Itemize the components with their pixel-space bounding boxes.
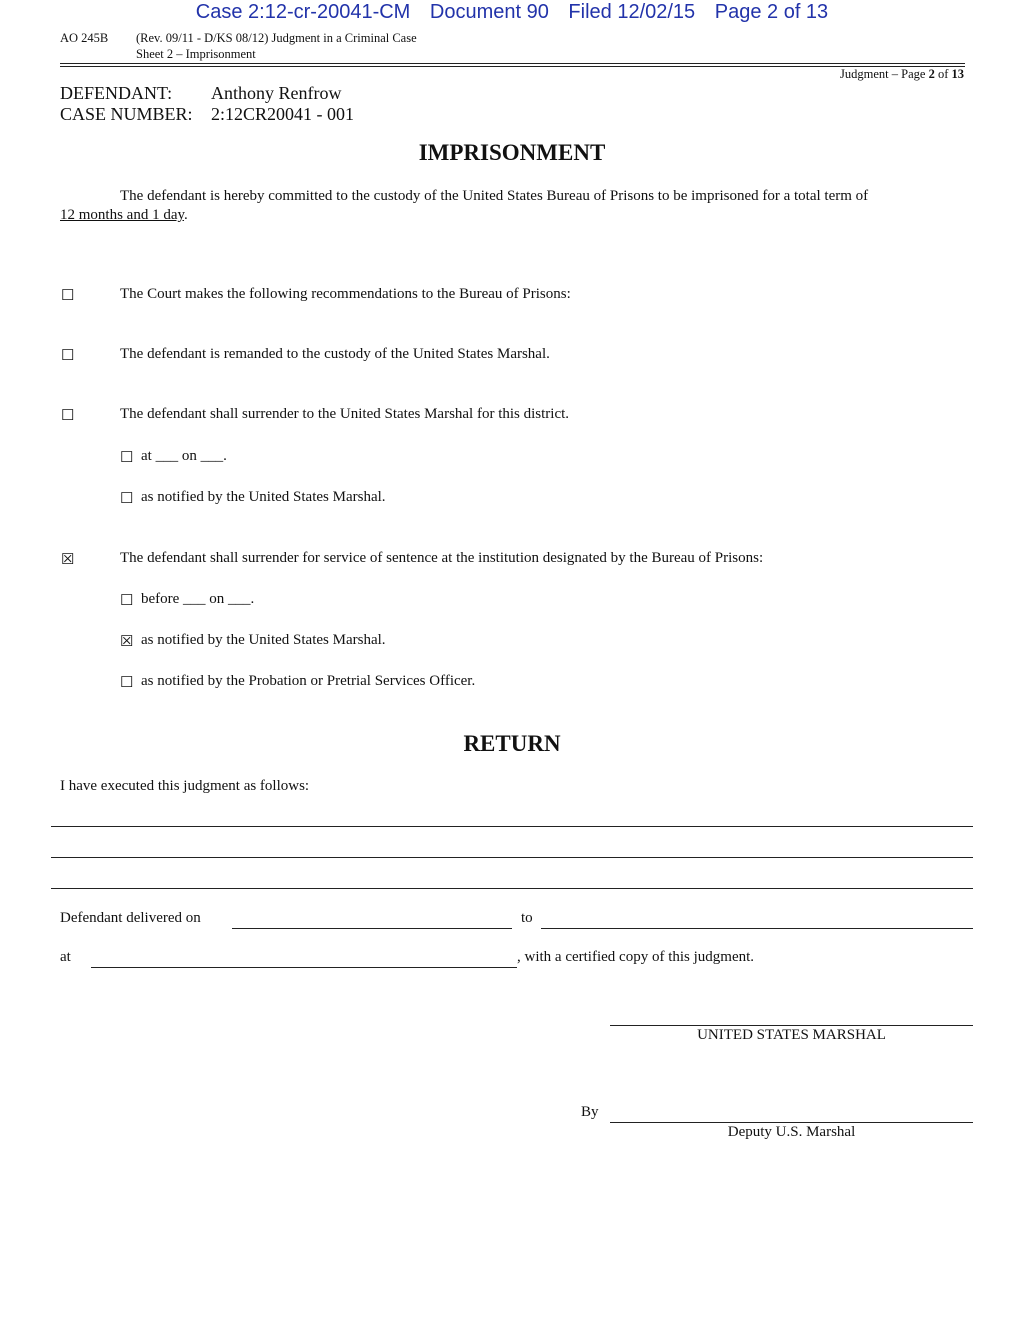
delivered-on-label: Defendant delivered on	[60, 910, 201, 926]
checkbox-recommendations[interactable]: ☐	[61, 288, 75, 304]
imprisonment-heading: IMPRISONMENT	[418, 140, 606, 165]
judgment-page-prefix: Judgment – Page	[840, 67, 926, 81]
return-heading: RETURN	[463, 731, 561, 756]
form-revision: (Rev. 09/11 - D/KS 08/12) Judgment in a Criminal Case	[136, 31, 417, 45]
imprisonment-term-line	[60, 207, 188, 224]
header-rule-bottom	[60, 66, 965, 67]
surrender-at-text: at ___ on ___.	[141, 448, 227, 464]
surrender-institution-text: The defendant shall surrender for service of sentence at the institution designated by the Bureau of Prisons:	[120, 550, 764, 566]
surrender-marshal-text: The defendant shall surrender to the United States Marshal for this district.	[120, 406, 570, 422]
notified-probation-text: as notified by the Probation or Pretrial Services Officer.	[141, 673, 476, 689]
filing-document: Document 90	[429, 1, 549, 23]
defendant-name: Anthony Renfrow	[211, 83, 342, 103]
header-rule-top	[60, 63, 965, 64]
execution-line-2[interactable]	[51, 857, 973, 858]
form-sheet: Sheet 2 – Imprisonment	[136, 47, 256, 61]
remanded-text: The defendant is remanded to the custody of the United States Marshal.	[120, 346, 550, 362]
imprisonment-term-suffix: .	[184, 207, 188, 223]
filing-date: Filed 12/02/15	[568, 1, 696, 23]
judgment-page	[840, 67, 964, 82]
judgment-page-total: 13	[951, 67, 964, 81]
case-number-label: CASE NUMBER:	[60, 104, 193, 124]
before-text: before ___ on ___.	[141, 591, 255, 607]
recommendations-text: The Court makes the following recommendations to the Bureau of Prisons:	[120, 286, 571, 302]
checkbox-surrender-institution[interactable]: ☒	[61, 552, 75, 568]
checkbox-surrender-notified[interactable]: ☐	[120, 491, 134, 507]
certified-copy-text: , with a certified copy of this judgment.	[517, 949, 755, 965]
filing-case: Case 2:12-cr-20041-CM	[195, 1, 411, 23]
checkbox-surrender-marshal[interactable]: ☐	[61, 408, 75, 424]
at-line[interactable]	[91, 967, 517, 968]
deputy-signature-line[interactable]	[610, 1122, 973, 1123]
judgment-page-num: 2	[928, 67, 935, 81]
execution-line-1[interactable]	[51, 826, 973, 827]
form-id: AO 245B	[60, 31, 109, 45]
checkbox-notified-marshal[interactable]: ☒	[120, 634, 134, 650]
filing-stamp	[0, 1, 1024, 24]
executed-text: I have executed this judgment as follows:	[60, 778, 310, 794]
judgment-page-of: of	[937, 67, 949, 81]
marshal-signature-line[interactable]	[610, 1025, 973, 1026]
checkbox-remanded[interactable]: ☐	[61, 348, 75, 364]
delivered-to-line[interactable]	[541, 928, 973, 929]
notified-marshal-text: as notified by the United States Marshal.	[141, 632, 386, 648]
surrender-notified-text: as notified by the United States Marshal.	[141, 489, 386, 505]
case-number: 2:12CR20041 - 001	[211, 104, 355, 124]
marshal-label: UNITED STATES MARSHAL	[697, 1027, 886, 1043]
imprisonment-text: The defendant is hereby committed to the custody of the United States Bureau of Prisons to be imprisoned for a total term of	[120, 188, 869, 204]
at-label: at	[60, 949, 71, 965]
imprisonment-term: 12 months and 1 day	[60, 207, 185, 223]
defendant-label: DEFENDANT:	[60, 83, 173, 103]
execution-line-3[interactable]	[51, 888, 973, 889]
delivered-to-label: to	[521, 910, 533, 926]
filing-page: Page 2 of 13	[714, 1, 829, 23]
checkbox-before[interactable]: ☐	[120, 593, 134, 609]
checkbox-surrender-at[interactable]: ☐	[120, 450, 134, 466]
deputy-label: Deputy U.S. Marshal	[727, 1124, 856, 1140]
by-label: By	[581, 1104, 599, 1120]
checkbox-notified-probation[interactable]: ☐	[120, 675, 134, 691]
delivered-on-line[interactable]	[232, 928, 512, 929]
